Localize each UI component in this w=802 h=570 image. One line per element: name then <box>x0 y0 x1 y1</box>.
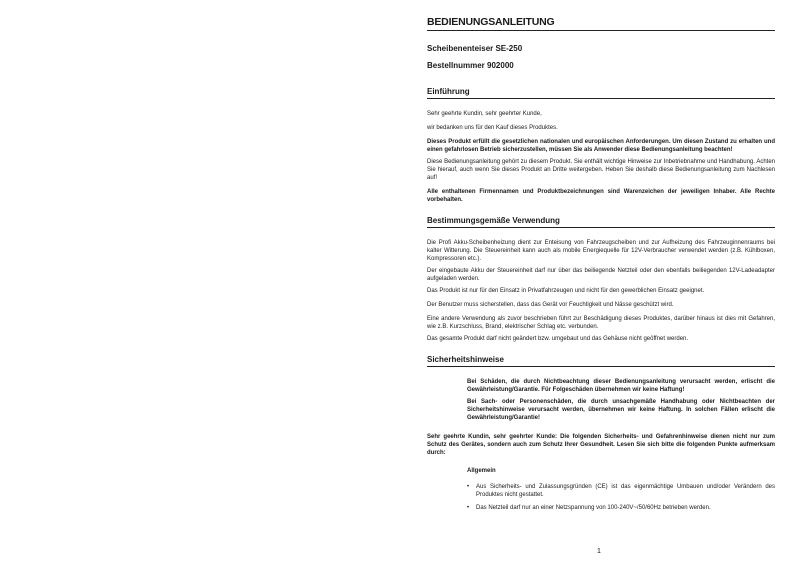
safety-general-heading: Allgemein <box>467 468 496 474</box>
order-number: Bestellnummer 902000 <box>427 61 514 70</box>
document-title: BEDIENUNGSANLEITUNG <box>427 16 775 31</box>
usage-purpose: Die Profi Akku-Scheibenheizung dient zur Enteisung von Fahrzeugscheiben und zur Aufheizung des Fahrzeuginnenraums bei kalter Witterung. Die Steuereinheit kann auch als mobile Energiequelle für 12V-Verbraucher verwendet werden (z.B. Kühlboxen, Kompressoren etc.). <box>427 240 775 262</box>
manual-page-column <box>427 10 775 517</box>
list-item: • Aus Sicherheits- und Zulassungsgründen (CE) ist das eigenmächtige Umbauen und/oder Verändern des Produktes nicht gestattet. <box>467 483 775 499</box>
safety-warning-liability: Bei Sach- oder Personenschäden, die durch unsachgemäße Handhabung oder Nichtbeachten der Sicherheitshinweise verursacht werden, übernehmen wir keine Haftung. In solchen Fällen erlischt die Gewährleistung/Garantie! <box>467 399 775 421</box>
intro-manual-note: Diese Bedienungsanleitung gehört zu diesem Produkt. Sie enthält wichtige Hinweise zur Inbetriebnahme und Handhabung. Achten Sie hierauf, auch wenn Sie dieses Produkt an Dritte weitergeben. Heben Sie deshalb diese Bedienungsanleitung zum Nachlesen auf! <box>427 159 775 181</box>
intro-salutation: Sehr geehrte Kundin, sehr geehrter Kunde, <box>427 111 542 117</box>
usage-other-use: Eine andere Verwendung als zuvor beschrieben führt zur Beschädigung dieses Produktes, darüber hinaus ist dies mit Gefahren, wie z.B. Kurzschluss, Brand, elektrischer Schlag etc. verbunden. <box>427 316 775 330</box>
usage-moisture: Der Benutzer muss sicherstellen, dass das Gerät vor Feuchtigkeit und Nässe geschützt wird. <box>427 302 674 308</box>
page-number: 1 <box>597 548 601 555</box>
section-heading-safety: Sicherheitshinweise <box>427 355 775 367</box>
product-name: Scheibenenteiser SE-250 <box>427 44 523 53</box>
safety-warning-warranty: Bei Schäden, die durch Nichtbeachtung dieser Bedienungsanleitung verursacht werden, erlischt die Gewährleistung/Garantie. Für Folgeschäden übernehmen wir keine Haftung! <box>467 379 775 393</box>
safety-intro: Sehr geehrte Kundin, sehr geehrter Kunde: Die folgenden Sicherheits- und Gefahrenhinweise dienen nicht nur zum Schutz des Gerätes, sondern auch zum Schutz Ihrer Gesundheit. Lesen Sie sich bitte die folgenden Punkte aufmerksam durch: <box>427 434 775 456</box>
list-item: • Das Netzteil darf nur an einer Netzspannung von 100-240V~/50/60Hz betrieben werden. <box>467 504 775 512</box>
section-heading-intro: Einführung <box>427 87 775 99</box>
section-heading-usage: Bestimmungsgemäße Verwendung <box>427 216 775 228</box>
usage-no-modification: Das gesamte Produkt darf nicht geändert bzw. umgebaut und das Gehäuse nicht geöffnet werden. <box>427 336 689 342</box>
intro-thanks: wir bedanken uns für den Kauf dieses Produktes. <box>427 125 558 131</box>
usage-charging: Der eingebaute Akku der Steuereinheit darf nur über das beiliegende Netzteil oder den ebenfalls beiliegenden 12V-Ladeadapter aufgeladen werden. <box>427 268 775 282</box>
usage-private: Das Produkt ist nur für den Einsatz in Privatfahrzeugen und nicht für den gewerblichen Einsatz geeignet. <box>427 288 705 294</box>
intro-compliance: Dieses Produkt erfüllt die gesetzlichen nationalen und europäischen Anforderungen. Um diesen Zustand zu erhalten und einen gefahrlosen Betrieb sicherzustellen, müssen Sie als Anwender diese Bedienungsanleitung beachten! <box>427 139 775 153</box>
safety-general-list <box>427 483 775 512</box>
intro-trademarks: Alle enthaltenen Firmennamen und Produktbezeichnungen sind Warenzeichen der jeweiligen Inhaber. Alle Rechte vorbehalten. <box>427 189 775 203</box>
